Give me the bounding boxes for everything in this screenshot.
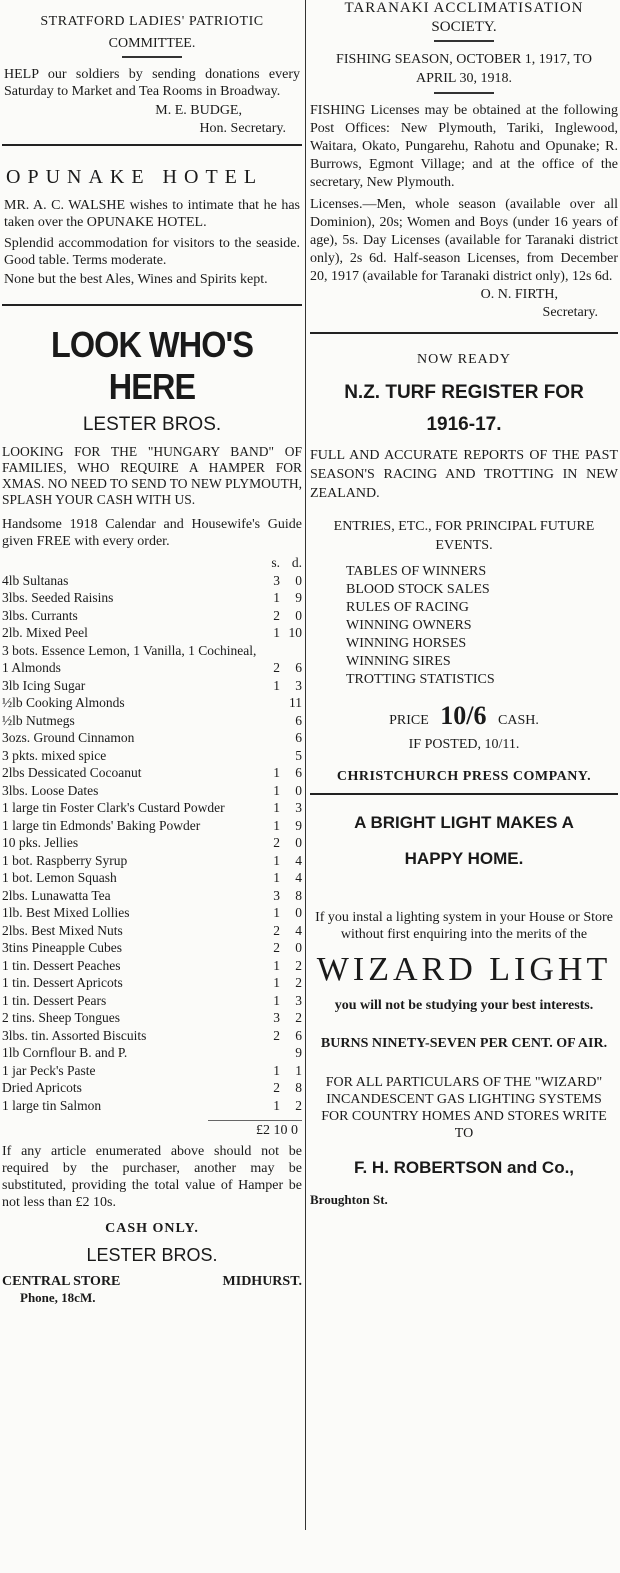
- wizard-slogan-line1: A BRIGHT LIGHT MAKES A: [354, 813, 574, 832]
- table-row: [2, 1062, 302, 1080]
- item-shillings: 1: [273, 765, 280, 780]
- item-shillings: 1: [273, 1062, 280, 1078]
- item-pence: 3: [295, 992, 302, 1008]
- item-name: 2 tins. Sheep Tongues: [2, 1010, 121, 1025]
- table-row: [2, 834, 302, 852]
- lester-intro: LOOKING FOR THE "HUNGARY BAND" OF FAMILIES, WHO REQUIRE A HAMPER FOR XMAS. NO NEED TO SEND TO NEW PLYMOUTH, SPLASH YOUR CASH WITH US.: [2, 444, 302, 507]
- item-shillings: 2: [273, 1027, 280, 1043]
- hotel-ad: [2, 166, 302, 288]
- society-signature: O. N. FIRTH,: [480, 287, 558, 302]
- wizard-slogan-line2: HAPPY HOME.: [404, 849, 524, 868]
- item-name: 3 pkts. mixed spice: [2, 747, 107, 763]
- store-name: CENTRAL STORE: [2, 1274, 121, 1289]
- item-pence: 4: [295, 852, 302, 868]
- item-name: 1 large tin Foster Clark's Custard Powder: [2, 800, 225, 815]
- turf-price: [310, 701, 618, 731]
- wizard-brand: WIZARD LIGHT: [316, 951, 612, 988]
- item-pence: 0: [295, 835, 302, 850]
- list-item: TABLES OF WINNERS: [346, 564, 487, 579]
- column-divider: [305, 0, 306, 1530]
- table-row: [2, 869, 302, 887]
- item-pence: 0: [295, 782, 302, 798]
- divider: [434, 92, 494, 94]
- item-name: 3tins Pineapple Cubes: [2, 940, 122, 955]
- society-title-line2: SOCIETY.: [431, 19, 497, 35]
- item-pence: 2: [295, 957, 302, 973]
- item-shillings: [262, 694, 280, 712]
- item-pence: 4: [295, 870, 302, 885]
- item-pence: 2: [295, 975, 302, 990]
- item-name: 1 bot. Raspberry Syrup: [2, 852, 128, 868]
- list-item: WINNING HORSES: [346, 636, 467, 651]
- item-shillings: 1: [273, 1097, 280, 1113]
- item-shillings: 3: [273, 887, 280, 903]
- item-shillings: 1: [273, 625, 280, 640]
- item-pence: 8: [295, 1080, 302, 1095]
- table-row: [2, 624, 302, 642]
- wizard-burns: BURNS NINETY-SEVEN PER CENT. OF AIR.: [320, 1036, 608, 1051]
- patriotic-signature: M. E. BUDGE,: [155, 103, 242, 118]
- divider: [310, 332, 618, 334]
- item-name: 2lb. Mixed Peel: [2, 625, 88, 640]
- item-pence: 2: [295, 1010, 302, 1025]
- item-shillings: 2: [273, 607, 280, 623]
- turf-title-line1: N.Z. TURF REGISTER FOR: [344, 382, 584, 403]
- item-name: ½lb Cooking Almonds: [2, 695, 125, 710]
- item-pence: 9: [295, 1045, 302, 1060]
- table-row: [2, 747, 302, 765]
- item-shillings: 3: [273, 1010, 280, 1025]
- posted-price: IF POSTED, 10/11.: [408, 737, 520, 752]
- patriotic-title-line1: STRATFORD LADIES' PATRIOTIC: [40, 14, 264, 29]
- wizard-body-2: you will not be studying your best interests.: [334, 998, 594, 1013]
- divider: [310, 793, 618, 795]
- town-name: MIDHURST.: [222, 1274, 302, 1289]
- list-item: WINNING SIRES: [346, 654, 451, 669]
- item-shillings: 1: [273, 800, 280, 815]
- item-pence: 0: [295, 940, 302, 955]
- item-pence: 0: [295, 905, 302, 920]
- item-shillings: 1: [273, 852, 280, 868]
- turf-register-ad: [310, 352, 618, 785]
- item-pence: 5: [295, 747, 302, 763]
- table-row: [2, 607, 302, 625]
- item-pence: 8: [295, 887, 302, 903]
- table-row: [2, 694, 302, 712]
- item-name: 3 bots. Essence Lemon, 1 Vanilla, 1 Cochineal, 1 Almonds: [2, 642, 257, 675]
- item-name: 3ozs. Ground Cinnamon: [2, 730, 135, 745]
- turf-entries: ENTRIES, ETC., FOR PRINCIPAL FUTURE EVENTS.: [333, 519, 595, 553]
- table-row: [2, 764, 302, 782]
- patriotic-title-line2: COMMITTEE.: [108, 36, 196, 51]
- patriotic-ad: [2, 14, 302, 138]
- item-shillings: 1: [273, 677, 280, 693]
- table-row: [2, 1009, 302, 1027]
- item-name: 1 tin. Dessert Apricots: [2, 975, 123, 990]
- wizard-light-ad: [310, 813, 618, 1208]
- item-name: 1 bot. Lemon Squash: [2, 870, 117, 885]
- item-name: 1 large tin Edmonds' Baking Powder: [2, 817, 201, 833]
- item-shillings: 1: [273, 782, 280, 798]
- list-item: WINNING OWNERS: [346, 618, 472, 633]
- item-name: 2lbs. Lunawatta Tea: [2, 887, 111, 903]
- item-shillings: 3: [273, 572, 280, 588]
- table-row: [2, 1097, 302, 1115]
- item-name: 3lbs. tin. Assorted Biscuits: [2, 1027, 147, 1043]
- table-row: [2, 887, 302, 905]
- hotel-title: OPUNAKE HOTEL: [6, 166, 264, 188]
- item-shillings: 1: [273, 957, 280, 973]
- item-shillings: 1: [273, 975, 280, 990]
- item-name: 2lbs. Best Mixed Nuts: [2, 922, 123, 938]
- item-name: ½lb Nutmegs: [2, 712, 75, 728]
- society-title-line1: TARANAKI ACCLIMATISATION: [344, 0, 584, 16]
- turf-description: FULL AND ACCURATE REPORTS OF THE PAST SEASON'S RACING AND TROTTING IN NEW ZEALAND.: [310, 448, 618, 501]
- table-row: [2, 799, 302, 817]
- item-shillings: 2: [273, 940, 280, 955]
- table-row: [2, 677, 302, 695]
- item-pence: 9: [295, 590, 302, 605]
- item-shillings: 1: [273, 905, 280, 920]
- licence-fees: Licenses.—Men, whole season (available over all Dominion), 20s; Women and Boys (under 16 years of age), 5s. Day Licenses (available for Taranaki district only), 2s 6d. Half-season Licenses, from December 20, 1917 (available for Taranaki district only), 12s 6d.: [310, 197, 618, 284]
- patriotic-role: Hon. Secretary.: [199, 121, 286, 136]
- item-name: 1lb. Best Mixed Lollies: [2, 905, 130, 920]
- table-row: [2, 817, 302, 835]
- wizard-particulars: FOR ALL PARTICULARS OF THE "WIZARD" INCANDESCENT GAS LIGHTING SYSTEMS FOR COUNTRY HOMES AND STORES WRITE TO: [321, 1075, 607, 1141]
- table-row: [2, 1079, 302, 1097]
- item-name: 1lb Cornflour B. and P.: [2, 1045, 128, 1060]
- fishing-season: FISHING SEASON, OCTOBER 1, 1917, TO APRIL 30, 1918.: [336, 52, 592, 86]
- item-name: 3lbs. Seeded Raisins: [2, 590, 114, 605]
- wizard-firm: F. H. ROBERTSON and Co.,: [353, 1158, 575, 1177]
- item-shillings: [262, 729, 280, 747]
- item-pence: 0: [295, 572, 302, 588]
- table-row: [2, 642, 302, 677]
- item-pence: 6: [295, 765, 302, 780]
- price-label: PRICE: [389, 713, 429, 728]
- licence-locations: FISHING Licenses may be obtained at the following Post Offices: New Plymouth, Tariki, Inglewood, Waitara, Okato, Pungarehu, Rahotu and Opunake; R. Burrows, Egmont Village; and at the office of the secretary, New Plymouth.: [310, 103, 618, 190]
- patriotic-body: HELP our soldiers by sending donations every Saturday to Market and Tea Rooms in Broadway.: [4, 67, 300, 99]
- item-shillings: 1: [273, 992, 280, 1008]
- item-pence: 10: [288, 625, 302, 640]
- table-row: [2, 572, 302, 590]
- right-column: [310, 0, 618, 1208]
- table-row: [2, 939, 302, 957]
- item-shillings: 1: [273, 590, 280, 605]
- item-name: 1 tin. Dessert Pears: [2, 992, 107, 1008]
- table-row: [2, 922, 302, 940]
- item-shillings: 2: [273, 1080, 280, 1095]
- hamper-item-table: [2, 554, 302, 1114]
- hamper-total: £2 10 0: [208, 1120, 302, 1139]
- item-pence: 11: [289, 695, 302, 710]
- item-shillings: 1: [273, 817, 280, 833]
- acclimatisation-ad: [310, 0, 618, 322]
- item-shillings: 2: [273, 922, 280, 938]
- wizard-street: Broughton St.: [310, 1192, 388, 1207]
- table-row: [2, 992, 302, 1010]
- item-pence: 0: [295, 607, 302, 623]
- lester-calendar-note: Handsome 1918 Calendar and Housewife's Guide given FREE with every order.: [2, 517, 302, 549]
- item-pence: 6: [295, 712, 302, 728]
- turf-title-line2: 1916-17.: [426, 414, 502, 435]
- hamper-items: [2, 572, 302, 1115]
- left-column: [2, 0, 302, 1306]
- item-shillings: 2: [273, 660, 280, 675]
- cash-only-label: CASH ONLY.: [105, 1221, 199, 1236]
- item-pence: 9: [295, 817, 302, 833]
- lester-headline: LOOK WHO'S HERE: [50, 324, 254, 407]
- item-name: Dried Apricots: [2, 1080, 82, 1095]
- item-name: 10 pks. Jellies: [2, 835, 79, 850]
- table-row: [2, 1044, 302, 1062]
- item-pence: 2: [295, 1097, 302, 1113]
- hotel-body-2: Splendid accommodation for visitors to the seaside. Good table. Terms moderate.: [4, 236, 300, 268]
- item-pence: 6: [295, 730, 302, 745]
- table-row: [2, 852, 302, 870]
- list-item: TROTTING STATISTICS: [346, 672, 495, 687]
- divider: [2, 304, 302, 306]
- divider: [122, 56, 182, 58]
- table-row: [2, 1027, 302, 1045]
- table-row: [2, 729, 302, 747]
- lester-firm-footer: LESTER BROS.: [86, 1245, 218, 1265]
- list-item: BLOOD STOCK SALES: [346, 582, 490, 597]
- divider: [434, 40, 494, 42]
- table-row: [2, 782, 302, 800]
- item-name: 3lbs. Currants: [2, 607, 78, 623]
- item-shillings: [262, 747, 280, 765]
- price-value: 10/6: [440, 701, 487, 730]
- society-role: Secretary.: [542, 305, 598, 320]
- item-pence: 1: [295, 1062, 302, 1078]
- item-name: 1 large tin Salmon: [2, 1097, 102, 1113]
- pence-header: d.: [291, 555, 302, 570]
- wizard-body: If you instal a lighting system in your House or Store without first enquiring into the merits of the: [315, 910, 613, 942]
- hotel-body-1: MR. A. C. WALSHE wishes to intimate that he has taken over the OPUNAKE HOTEL.: [4, 198, 300, 230]
- turf-contents-list: [346, 563, 618, 689]
- item-name: 1 jar Peck's Paste: [2, 1062, 96, 1078]
- item-name: 1 tin. Dessert Peaches: [2, 957, 121, 973]
- substitution-note: If any article enumerated above should not be required by the purchaser, another may be substituted, providing the total value of Hamper be not less than £2 10s.: [2, 1144, 302, 1210]
- list-item: RULES OF RACING: [346, 600, 469, 615]
- publisher-name: CHRISTCHURCH PRESS COMPANY.: [336, 769, 592, 784]
- item-shillings: [262, 712, 280, 730]
- item-name: 3lbs. Loose Dates: [2, 782, 99, 798]
- table-row: [2, 957, 302, 975]
- item-name: 2lbs Dessicated Cocoanut: [2, 765, 142, 780]
- table-row: [2, 712, 302, 730]
- item-pence: 3: [295, 677, 302, 693]
- price-suffix: CASH.: [498, 713, 539, 728]
- item-name: 3lb Icing Sugar: [2, 677, 86, 693]
- phone-number: Phone, 18cM.: [20, 1290, 96, 1305]
- item-shillings: 2: [273, 835, 280, 850]
- item-shillings: [262, 1044, 280, 1062]
- item-pence: 4: [295, 922, 302, 938]
- item-shillings: 1: [273, 870, 280, 885]
- item-name: 4lb Sultanas: [2, 572, 69, 588]
- table-header-row: [2, 554, 302, 572]
- shillings-header: s.: [271, 555, 280, 570]
- hotel-body-3: None but the best Ales, Wines and Spirits kept.: [4, 272, 268, 287]
- lester-ad: [2, 324, 302, 1306]
- table-row: [2, 974, 302, 992]
- item-pence: 6: [295, 1027, 302, 1043]
- now-ready-label: NOW READY: [417, 352, 511, 367]
- lester-firm: LESTER BROS.: [82, 414, 222, 435]
- table-row: [2, 904, 302, 922]
- item-pence: 6: [295, 660, 302, 675]
- table-row: [2, 589, 302, 607]
- lester-address: [2, 1274, 302, 1290]
- item-pence: 3: [295, 800, 302, 815]
- divider: [2, 144, 302, 146]
